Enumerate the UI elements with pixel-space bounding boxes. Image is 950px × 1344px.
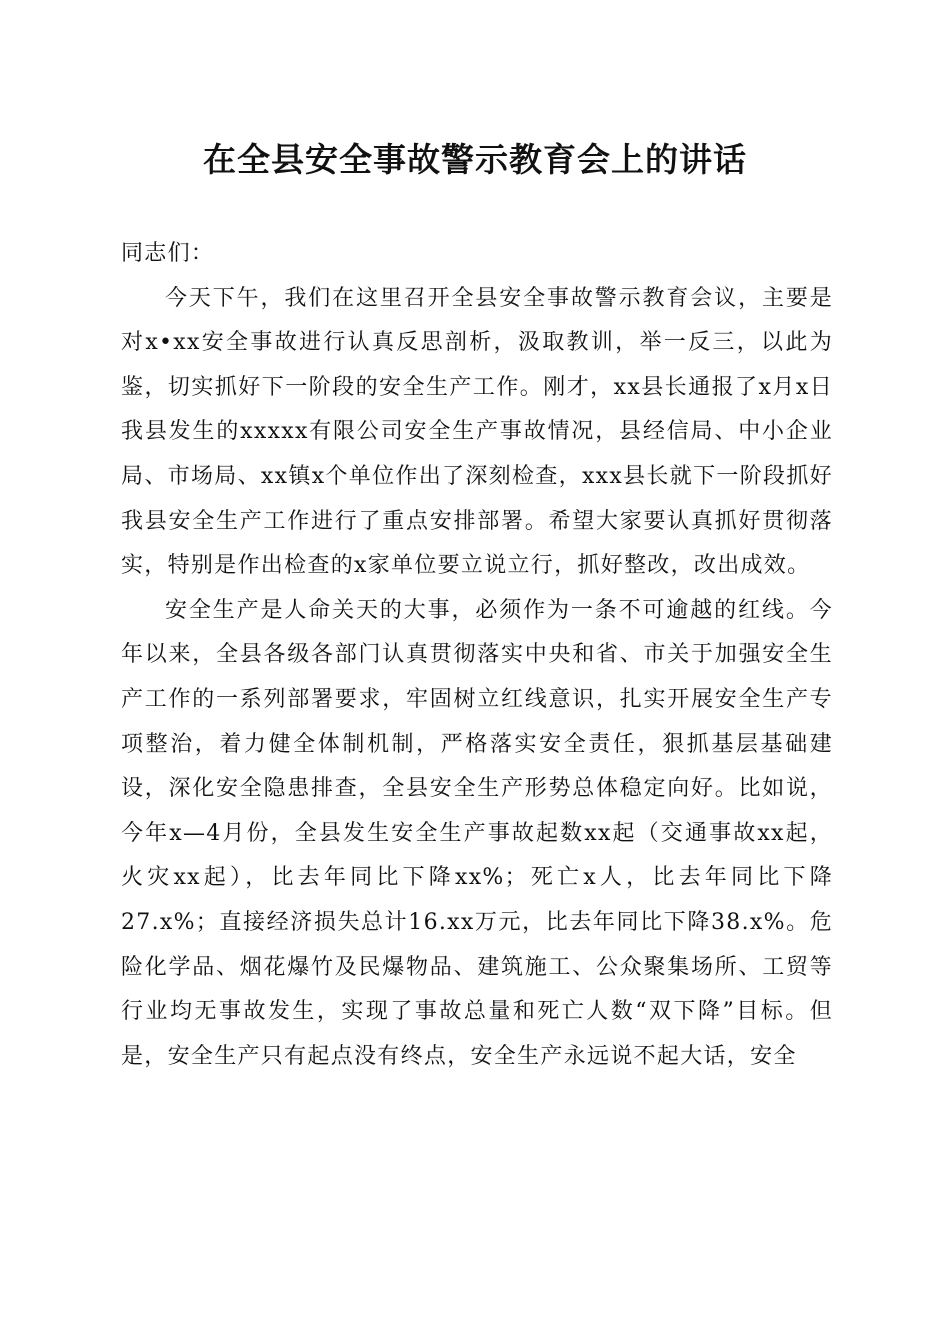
document-title: 在全县安全事故警示教育会上的讲话 bbox=[203, 140, 747, 179]
paragraph-2: 安全生产是人命关天的大事，必须作为一条不可逾越的红线。今年以来，全县各级各部门认真贯彻落实中央和省、市关于加强安全生产工作的一系列部署要求，牢固树立红线意识，扎实开展安全生产专项整治，着力健全体制机制，严格落实安全责任，狠抓基层基础建设，深化安全隐患排查，全县安全生产形势总体稳定向好。比如说，今年x—4月份，全县发生安全生产事故起数xx起（交通事故xx起，火灾xx起），比去年同比下降xx%；死亡x人，比去年同比下降27.x%；直接经济损失总计16.xx万元，比去年同比下降38.x%。危险化学品、烟花爆竹及民爆物品、建筑施工、公众聚集场所、工贸等行业均无事故发生，实现了事故总量和死亡人数“双下降”目标。但是，安全生产只有起点没有终点，安全生产永远说不起大话，安全 bbox=[121, 597, 833, 1069]
salutation: 同志们： bbox=[121, 241, 215, 266]
document-body bbox=[121, 232, 833, 1079]
paragraph-1: 今天下午，我们在这里召开全县安全事故警示教育会议，主要是对x•xx安全事故进行认真反思剖析，汲取教训，举一反三，以此为鉴，切实抓好下一阶段的安全生产工作。刚才，xx县长通报了x月x日我县发生的xxxxx有限公司安全生产事故情况，县经信局、中小企业局、市场局、xx镇x个单位作出了深刻检查，xxx县长就下一阶段抓好我县安全生产工作进行了重点安排部署。希望大家要认真抓好贯彻落实，特别是作出检查的x家单位要立说立行，抓好整改，改出成效。 bbox=[121, 285, 833, 579]
